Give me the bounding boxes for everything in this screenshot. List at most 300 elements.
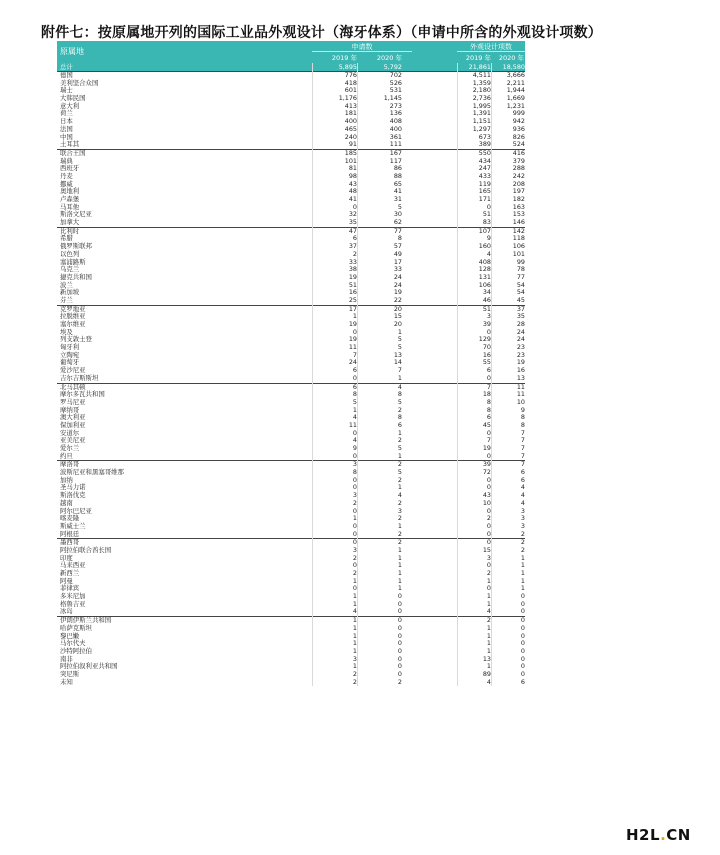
table-row [57,165,525,173]
cell: 936 [512,124,525,133]
cell: 2 [397,514,402,523]
cell: 70 [482,343,491,352]
cell: 4 [352,607,357,616]
cell: 6 [352,366,357,375]
cell: 20 [393,304,402,313]
cell: 57 [393,242,402,251]
cell: 31 [393,195,402,203]
table-row [57,344,525,352]
table-row [57,383,525,392]
cell: 6 [486,413,491,422]
cell: 118 [512,234,525,243]
cell: 106 [512,242,525,251]
table-row [57,578,525,586]
cell: 1,176 [338,94,357,103]
cell: 8 [352,468,357,477]
row-name: 爱尔兰 [60,444,80,452]
row-name: 加纳 [60,475,73,484]
table-row [57,173,525,181]
row-name: 保加利亚 [60,420,86,429]
cell: 131 [478,272,491,281]
cell: 11 [516,390,525,399]
row-name: 摩洛哥 [60,460,80,469]
cell: 0 [352,451,357,460]
cell: 3 [520,506,525,515]
cell: 8 [486,405,491,414]
header-origin: 原属地 [60,47,84,56]
cell: 1,995 [472,101,491,110]
data-table [57,41,525,686]
table-row [57,430,525,438]
cell: 54 [516,288,525,297]
cell: 8 [397,234,402,243]
cell: 119 [478,179,491,188]
cell: 0 [397,646,402,655]
row-name: 比利时 [60,226,80,235]
cell: 88 [393,171,402,180]
cell: 3 [352,491,357,500]
table-row [57,80,525,88]
cell: 54 [516,280,525,289]
table-row [57,274,525,282]
cell: 1 [352,616,357,625]
cell: 23 [516,343,525,352]
cell: 55 [482,358,491,367]
cell: 465 [344,124,357,133]
cell: 1 [486,631,491,640]
cell: 6 [520,468,525,477]
cell: 434 [478,156,491,165]
row-name: 卢森堡 [60,195,80,203]
cell: 0 [520,669,525,678]
cell: 14 [393,358,402,367]
cell: 0 [397,599,402,608]
cell: 379 [512,156,525,165]
cell: 19 [348,272,357,281]
table-row [57,585,525,593]
row-name: 未知 [60,677,73,686]
table-row [57,251,525,259]
cell: 1 [486,639,491,648]
cell: 5 [397,343,402,352]
row-name: 丹麦 [60,171,73,180]
cell: 1 [352,662,357,671]
table-row [57,656,525,664]
cell: 146 [512,218,525,227]
cell: 0 [520,616,525,625]
cell: 702 [389,71,402,79]
cell: 99 [516,257,525,266]
cell: 2 [352,498,357,507]
row-name: 吉尔吉斯斯坦 [60,373,99,382]
table-row [57,625,525,633]
row-name: 斯洛伐克 [60,491,86,500]
cell: 0 [397,639,402,648]
cell: 2 [352,569,357,577]
cell: 0 [486,538,491,547]
cell: 38 [348,265,357,274]
table-row [57,352,525,360]
cell: 0 [486,202,491,211]
cell: 1 [520,553,525,562]
cell: 2 [397,436,402,445]
cell: 3 [520,521,525,530]
row-name: 塞浦路斯 [60,257,86,266]
header-year: 2019 年 [331,54,357,62]
cell: 4 [520,491,525,500]
cell: 1 [520,576,525,585]
row-name: 哈萨克斯坦 [60,623,92,632]
row-name: 北马其顿 [60,382,86,391]
cell: 7 [520,444,525,452]
cell: 1 [352,592,357,601]
cell: 361 [389,132,402,141]
cell: 2 [397,529,402,538]
row-name: 大韩民国 [60,94,86,103]
cell: 10 [482,498,491,507]
cell: 2 [486,569,491,577]
row-name: 埃及 [60,327,73,336]
header-year: 2020 年 [376,54,402,62]
cell: 41 [348,195,357,203]
cell: 9 [520,405,525,414]
row-name: 马尔代夫 [60,639,86,648]
cell: 8 [397,390,402,399]
row-name: 乌克兰 [60,265,80,274]
table-header [57,41,525,63]
header-designs: 外观设计项数 [470,43,512,51]
cell: 1 [397,569,402,577]
cell: 18 [482,390,491,399]
cell: 3 [520,514,525,523]
row-name: 芬兰 [60,295,73,304]
cell: 4 [397,491,402,500]
cell: 1 [486,662,491,671]
cell: 2 [486,514,491,523]
table-row [57,235,525,243]
cell: 1,231 [506,101,525,110]
cell: 20 [393,320,402,328]
cell: 1 [486,599,491,608]
cell: 5,792 [383,63,402,71]
cell: 0 [520,639,525,648]
row-name: 荷兰 [60,109,73,118]
row-name: 以色列 [60,249,80,258]
row-name: 圣马力诺 [60,483,86,492]
cell: 4,511 [472,71,491,79]
cell: 1,391 [472,109,491,118]
cell: 0 [486,561,491,570]
cell: 0 [486,451,491,460]
cell: 11 [348,420,357,429]
cell: 999 [512,109,525,118]
table-row [57,484,525,492]
cell: 167 [389,148,402,157]
cell: 47 [348,226,357,235]
cell: 247 [478,164,491,173]
table-row [57,95,525,103]
cell: 65 [393,179,402,188]
table-row [57,460,525,469]
cell: 51 [348,280,357,289]
cell: 1 [520,569,525,577]
cell: 1 [397,483,402,492]
table-row [57,204,525,212]
row-name: 立陶宛 [60,350,80,359]
cell: 0 [486,521,491,530]
row-name: 波兰 [60,280,73,289]
cell: 5 [397,335,402,344]
cell: 136 [389,109,402,118]
cell: 4 [486,249,491,258]
row-name: 约旦 [60,451,73,460]
table-row [57,407,525,415]
cell: 2,211 [506,78,525,87]
cell: 83 [482,218,491,227]
row-name: 菲律宾 [60,584,80,593]
cell: 171 [478,195,491,203]
cell: 128 [478,265,491,274]
cell: 1 [352,599,357,608]
col-sep [457,63,458,686]
cell: 7 [520,451,525,460]
table-row [57,266,525,274]
table-row [57,329,525,337]
row-name: 法国 [60,124,73,133]
cell: 0 [520,623,525,632]
cell: 46 [482,295,491,304]
cell: 3 [352,545,357,554]
cell: 2 [397,498,402,507]
row-name: 拉脱维亚 [60,312,86,321]
table-row [57,633,525,641]
cell: 0 [352,521,357,530]
cell: 33 [348,257,357,266]
row-name: 南非 [60,654,73,663]
cell: 0 [352,428,357,437]
cell: 101 [512,249,525,258]
cell: 0 [352,475,357,484]
cell: 1 [352,576,357,585]
header-year: 2020 年 [498,54,524,62]
header-applications: 申请数 [351,43,373,51]
row-name: 安道尔 [60,428,80,437]
cell: 35 [348,218,357,227]
cell: 1 [486,646,491,655]
table-row [57,399,525,407]
cell: 1 [397,373,402,382]
cell: 13 [482,654,491,663]
table-row [57,570,525,578]
cell: 3,666 [506,71,525,79]
cell: 0 [397,654,402,663]
cell: 1 [397,327,402,336]
cell: 1 [486,623,491,632]
row-name: 希腊 [60,234,73,243]
table-row [57,196,525,204]
row-name: 喀麦隆 [60,514,80,523]
cell: 0 [520,607,525,616]
row-name: 格鲁吉亚 [60,599,86,608]
table-row [57,640,525,648]
table-row [57,227,525,236]
cell: 45 [516,295,525,304]
cell: 5 [397,444,402,452]
cell: 129 [478,335,491,344]
cell: 1 [397,561,402,570]
cell: 16 [482,350,491,359]
cell: 17 [348,304,357,313]
table-row [57,616,525,625]
cell: 2 [397,460,402,469]
cell: 106 [478,280,491,289]
cell: 526 [389,78,402,87]
cell: 24 [393,272,402,281]
table-row [57,663,525,671]
table-row [57,555,525,563]
cell: 181 [344,109,357,118]
cell: 9 [486,234,491,243]
cell: 240 [344,132,357,141]
cell: 2 [352,677,357,686]
cell: 408 [478,257,491,266]
row-name: 黎巴嫩 [60,631,80,640]
cell: 7 [520,436,525,445]
table-row [57,126,525,134]
cell: 24 [516,335,525,344]
cell: 1 [397,545,402,554]
cell: 5 [352,397,357,406]
row-name: 新加坡 [60,288,80,297]
table-row [57,87,525,95]
cell: 28 [516,320,525,328]
table-row [57,289,525,297]
total-row [57,63,525,71]
cell: 416 [512,148,525,157]
row-name: 波斯尼亚和黑塞哥维那 [60,468,124,477]
row-name: 克罗地亚 [60,304,86,313]
table-row [57,414,525,422]
cell: 524 [512,140,525,149]
cell: 62 [393,218,402,227]
cell: 1 [352,405,357,414]
cell: 0 [352,538,357,547]
cell: 111 [389,140,402,149]
cell: 15 [393,312,402,321]
cell: 0 [520,662,525,671]
col-sep [491,63,492,686]
cell: 43 [348,179,357,188]
table-row [57,149,525,158]
cell: 45 [482,420,491,429]
cell: 2 [486,616,491,625]
cell: 142 [512,226,525,235]
cell: 19 [482,444,491,452]
cell: 673 [478,132,491,141]
cell: 0 [397,669,402,678]
cell: 25 [348,295,357,304]
cell: 153 [512,210,525,219]
cell: 0 [352,483,357,492]
cell: 24 [516,327,525,336]
cell: 7 [352,350,357,359]
col-sep [357,63,358,686]
cell: 7 [397,366,402,375]
cell: 30 [393,210,402,219]
table-row [57,469,525,477]
cell: 1,669 [506,94,525,103]
cell: 101 [344,156,357,165]
cell: 19 [348,335,357,344]
cell: 8 [486,397,491,406]
cell: 22 [393,295,402,304]
cell: 6 [352,382,357,391]
cell: 3 [352,460,357,469]
cell: 0 [397,607,402,616]
cell: 49 [393,249,402,258]
cell: 10 [516,397,525,406]
table-row [57,547,525,555]
cell: 39 [482,320,491,328]
cell: 1 [486,576,491,585]
cell: 1 [352,646,357,655]
cell: 39 [482,460,491,469]
table-row [57,336,525,344]
cell: 4 [486,607,491,616]
table-row [57,648,525,656]
cell: 2 [352,553,357,562]
row-name: 阿尔巴尼亚 [60,506,92,515]
cell: 6 [520,475,525,484]
cell: 0 [352,327,357,336]
cell: 531 [389,86,402,95]
row-name: 突尼斯 [60,669,80,678]
cell: 23 [516,350,525,359]
cell: 0 [352,373,357,382]
cell: 0 [397,631,402,640]
table-row [57,445,525,453]
cell: 418 [344,78,357,87]
cell: 1,145 [383,94,402,103]
table-row [57,110,525,118]
row-name: 美利坚合众国 [60,78,99,87]
row-name: 匈牙利 [60,343,80,352]
cell: 37 [516,304,525,313]
row-name: 中国 [60,132,73,141]
cell: 15 [482,545,491,554]
cell: 1,944 [506,86,525,95]
table-row [57,321,525,329]
row-name: 墨西哥 [60,538,80,547]
row-name: 斯威士兰 [60,521,86,530]
cell: 19 [516,358,525,367]
cell: 0 [486,483,491,492]
row-name: 总计 [60,63,73,71]
cell: 6 [486,366,491,375]
cell: 0 [486,428,491,437]
cell: 2 [520,545,525,554]
cell: 5,895 [338,63,357,71]
row-name: 越南 [60,498,73,507]
cell: 182 [512,195,525,203]
cell: 0 [352,202,357,211]
cell: 4 [520,483,525,492]
cell: 0 [486,529,491,538]
cell: 4 [520,498,525,507]
cell: 288 [512,164,525,173]
cell: 7 [520,428,525,437]
cell: 21,861 [468,63,491,71]
